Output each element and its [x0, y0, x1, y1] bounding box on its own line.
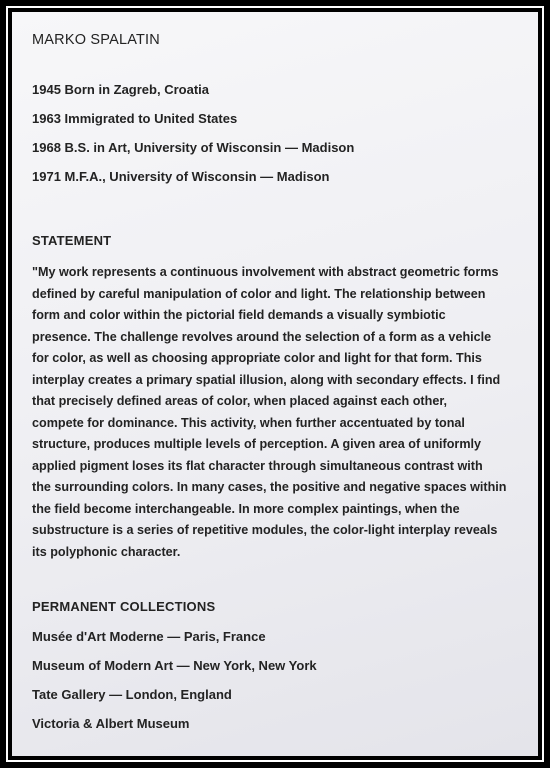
statement-line: interplay creates a primary spatial illusion, along with secondary effects. I find: [32, 372, 501, 387]
statement-line: "My work represents a continuous involvement with abstract geometric forms: [32, 265, 499, 279]
collection-item: Victoria & Albert Museum: [32, 716, 190, 731]
statement-line: substructure is a series of repetitive modules, the color-light interplay reveals: [32, 523, 498, 537]
bio-item: 1945 Born in Zagreb, Croatia: [32, 82, 209, 97]
statement-text: [32, 262, 538, 563]
collections-list: [32, 629, 317, 745]
statement-heading: STATEMENT: [32, 233, 112, 248]
statement-line: defined by careful manipulation of color and light. The relationship between: [32, 286, 486, 301]
collections-heading: PERMANENT COLLECTIONS: [32, 599, 216, 614]
collection-item: Museum of Modern Art — New York, New York: [32, 658, 317, 673]
statement-line: presence. The challenge revolves around the selection of a form as a vehicle: [32, 329, 492, 344]
statement-line: its polyphonic character.: [32, 544, 181, 559]
statement-line: structure, produces multiple levels of perception. A given area of uniformly: [32, 437, 482, 451]
statement-line: that precisely defined areas of color, when placed against each other,: [32, 394, 448, 408]
statement-line: form and color within the pictorial field demands a visually symbiotic: [32, 308, 446, 322]
statement-line: applied pigment loses its flat character through simultaneous contrast with: [32, 458, 483, 473]
bio-item: 1968 B.S. in Art, University of Wisconsin — Madison: [32, 140, 355, 155]
bio-item: 1971 M.F.A., University of Wisconsin — Madison: [32, 169, 330, 184]
statement-line: the field become interchangeable. In more complex paintings, when the: [32, 501, 460, 516]
statement-line: the surrounding colors. In many cases, the positive and negative spaces within: [32, 480, 507, 494]
collection-item: Musée d'Art Moderne — Paris, France: [32, 629, 266, 644]
biography-list: [32, 82, 354, 198]
artist-name: MARKO SPALATIN: [32, 32, 160, 48]
bio-item: 1963 Immigrated to United States: [32, 111, 238, 126]
artist-placard: [12, 12, 538, 756]
statement-line: for color, as well as choosing appropriate color and light for that form. This: [32, 351, 482, 365]
collection-item: Tate Gallery — London, England: [32, 687, 232, 702]
statement-line: compete for dominance. This activity, when further accentuated by tonal: [32, 415, 465, 430]
